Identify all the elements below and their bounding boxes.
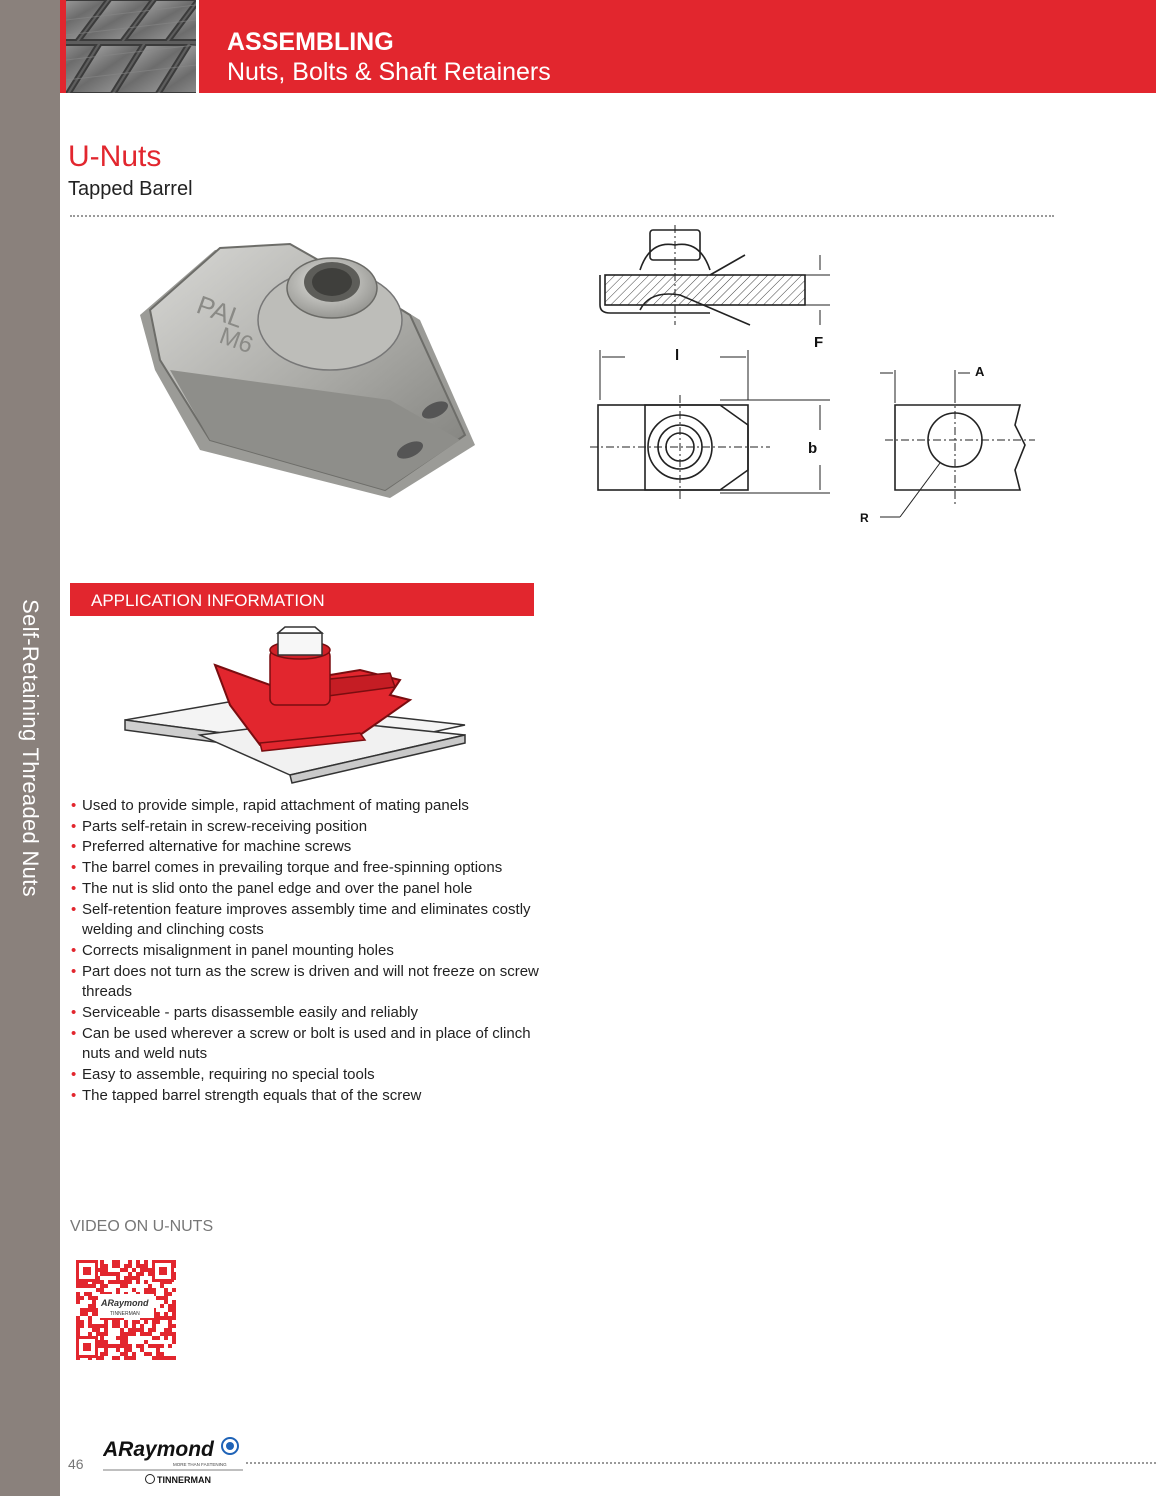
title-divider xyxy=(70,215,1054,217)
video-label: VIDEO ON U-NUTS xyxy=(70,1218,214,1235)
araymond-logo xyxy=(103,1435,243,1487)
qr-logo-sub: TINNERMAN xyxy=(110,1311,140,1317)
application-heading-bar xyxy=(70,583,534,616)
dim-label-f: F xyxy=(814,334,824,351)
list-item: • Self-retention feature improves assembly time and eliminates costly welding and clinching costs xyxy=(70,900,550,941)
product-subtitle: Tapped Barrel xyxy=(68,178,193,200)
part-marking-size: M6 xyxy=(215,322,257,360)
list-item: • Used to provide simple, rapid attachment of mating panels xyxy=(70,796,550,817)
application-illustration xyxy=(120,625,470,785)
header-divider xyxy=(196,0,199,93)
qr-logo-text: ARaymond xyxy=(101,1298,149,1308)
list-item: • The tapped barrel strength equals that of the screw xyxy=(70,1086,550,1107)
product-title: U-Nuts xyxy=(68,140,162,173)
page-number: 46 xyxy=(68,1456,84,1472)
dim-label-l: l xyxy=(675,347,680,364)
brand-tagline: MORE THAN FASTENING xyxy=(173,1462,227,1467)
qr-code[interactable] xyxy=(74,1258,176,1360)
list-item: • Can be used wherever a screw or bolt is used and in place of clinch nuts and weld nuts xyxy=(70,1024,550,1065)
list-item: • The nut is slid onto the panel edge and over the panel hole xyxy=(70,879,550,900)
side-tab xyxy=(0,0,60,1496)
list-item: • Serviceable - parts disassemble easily and reliably xyxy=(70,1003,550,1024)
section-subtitle: Nuts, Bolts & Shaft Retainers xyxy=(227,58,551,86)
sub-brand: TINNERMAN xyxy=(157,1475,211,1485)
page-header xyxy=(60,0,1156,93)
dim-label-r: R xyxy=(860,511,869,525)
woven-metal-image xyxy=(66,0,196,93)
technical-drawing xyxy=(580,225,1040,535)
u-nut-photo xyxy=(100,240,500,505)
list-item: • The barrel comes in prevailing torque and free-spinning options xyxy=(70,858,550,879)
part-marking-pal: PAL xyxy=(192,289,248,334)
footer-divider xyxy=(246,1462,1156,1464)
application-heading: APPLICATION INFORMATION xyxy=(91,591,325,610)
list-item: • Preferred alternative for machine screws xyxy=(70,837,550,858)
list-item: • Corrects misalignment in panel mounting holes xyxy=(70,941,550,962)
feature-list xyxy=(70,796,550,1107)
list-item: • Easy to assemble, requiring no special tools xyxy=(70,1065,550,1086)
brand-name: ARaymond xyxy=(103,1438,214,1461)
side-tab-label: Self-Retaining Threaded Nuts xyxy=(18,599,43,897)
dim-label-a: A xyxy=(975,364,985,379)
dim-label-b: b xyxy=(808,440,818,457)
section-title: ASSEMBLING xyxy=(227,28,394,56)
list-item: • Parts self-retain in screw-receiving position xyxy=(70,817,550,838)
list-item: • Part does not turn as the screw is driven and will not freeze on screw threads xyxy=(70,962,550,1003)
